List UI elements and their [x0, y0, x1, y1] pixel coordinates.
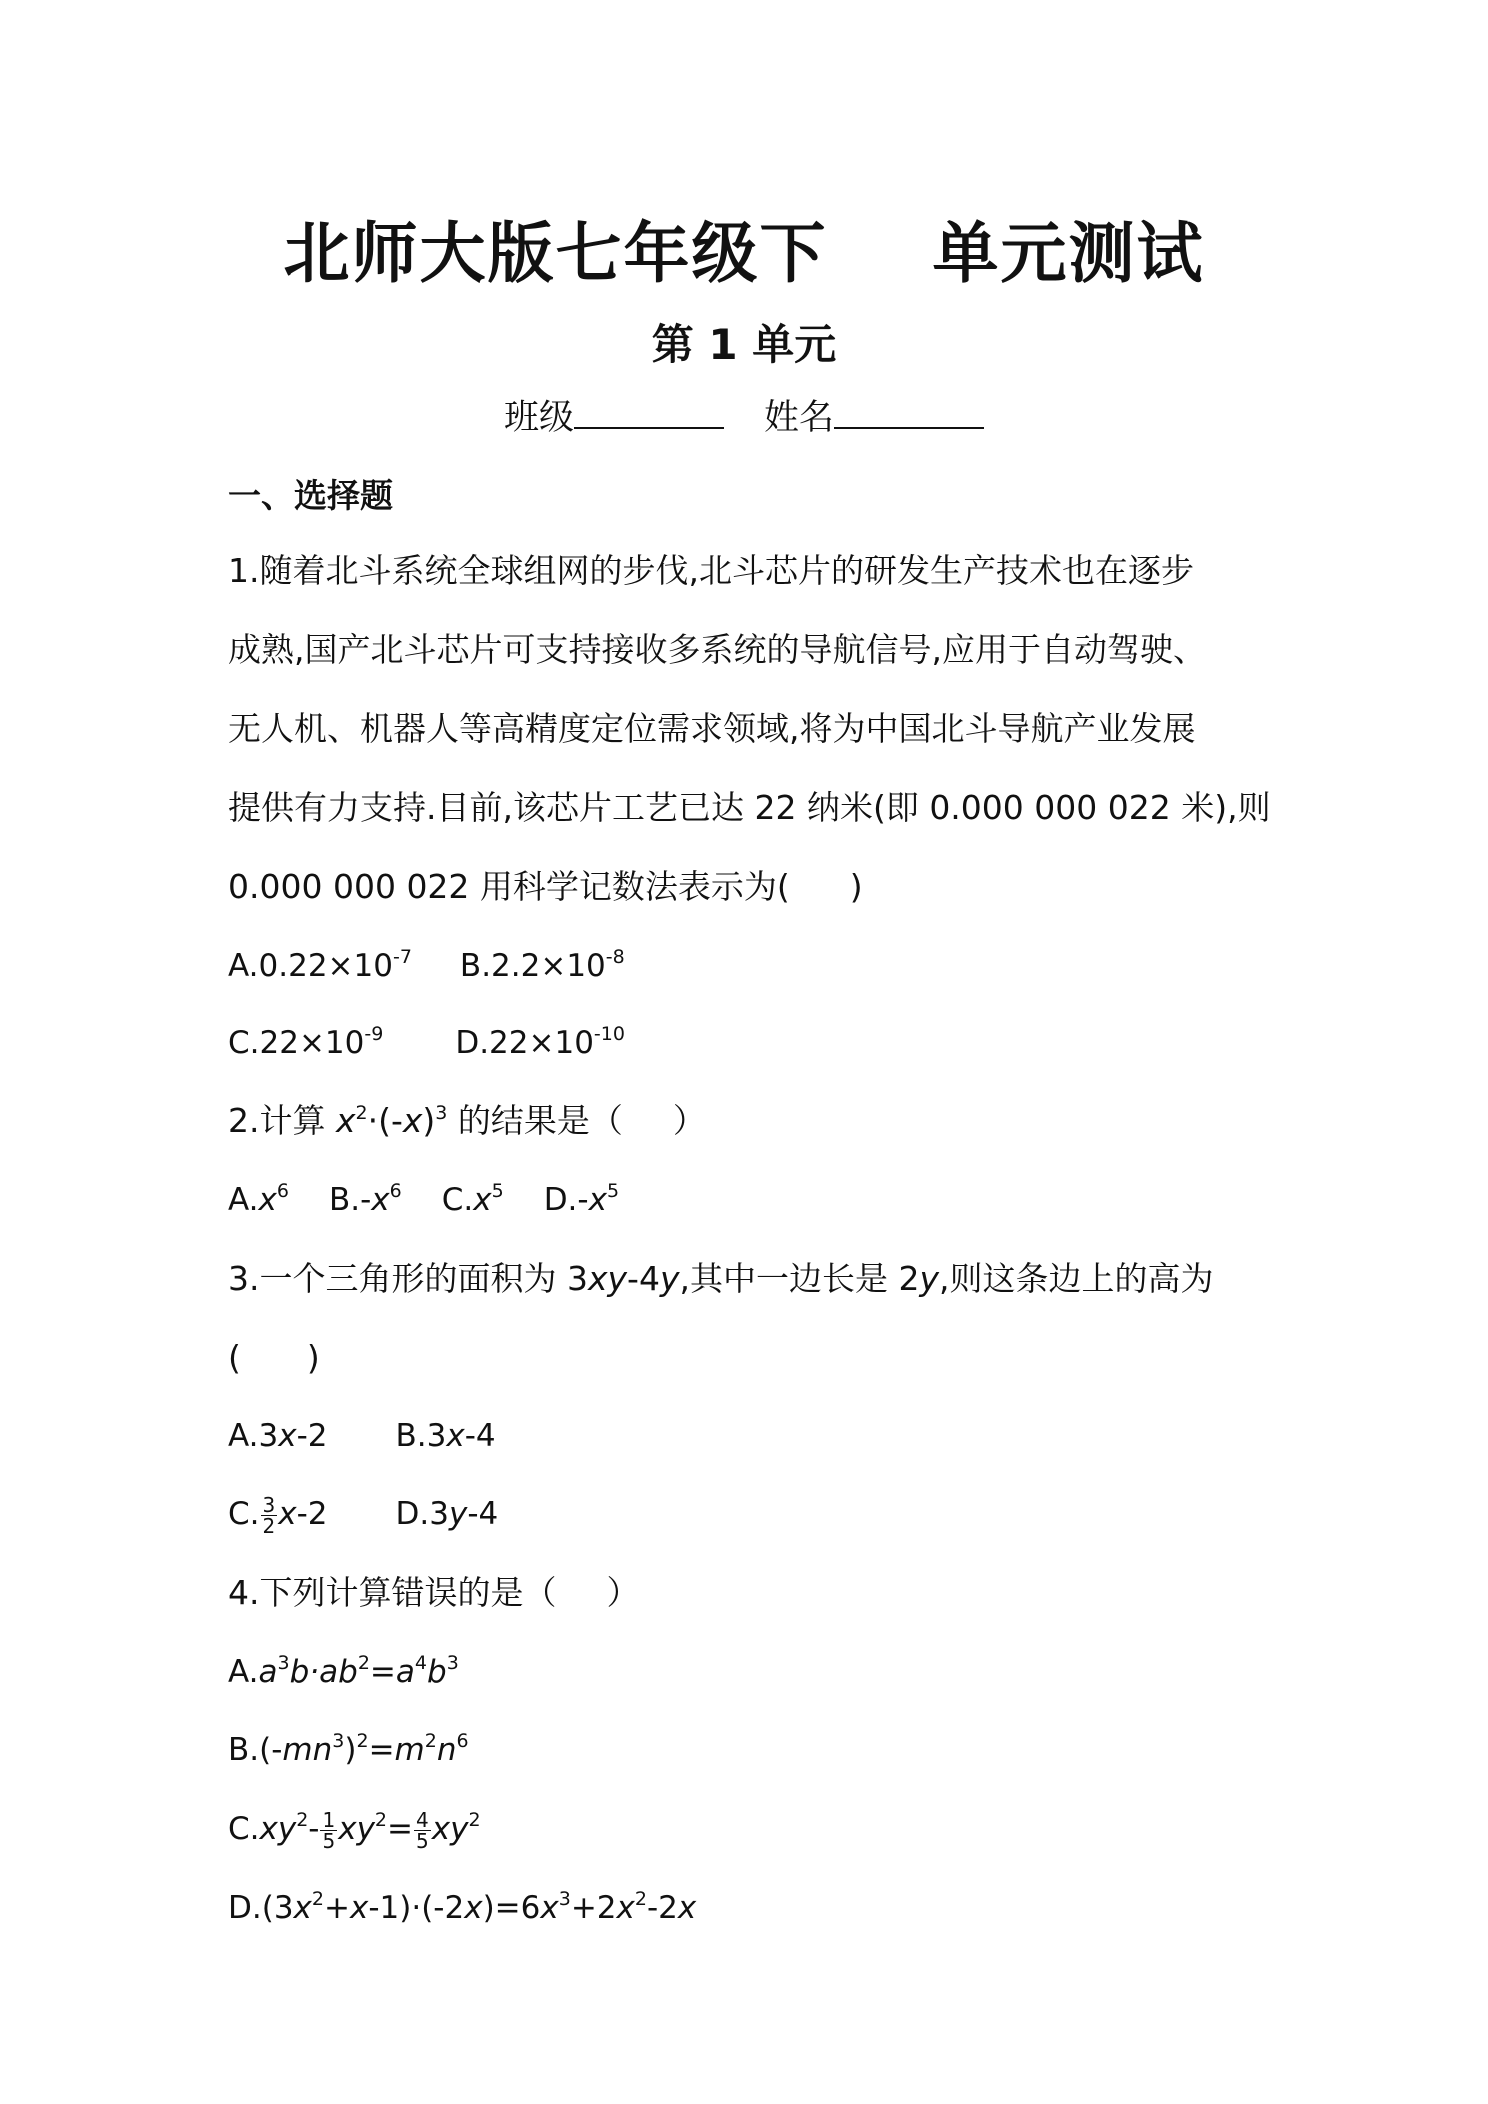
- q1-line-2: 成熟,国产北斗芯片可支持接收多系统的导航信号,应用于自动驾驶、: [228, 630, 1206, 669]
- q1-options-ab: [228, 943, 625, 989]
- q1-line-5-text: 0.000 000 022 用科学记数法表示为(: [228, 867, 790, 906]
- q2-stem: 2.计算 $x^2\cdot(-x)^3$ 的结果是（ ）: [228, 1101, 706, 1140]
- q1-options-cd: [228, 1020, 625, 1066]
- q3-stem: 3.一个三角形的面积为 3xy-4y,其中一边长是 2y,则这条边上的高为: [228, 1259, 1214, 1298]
- name-blank[interactable]: [834, 391, 984, 429]
- student-info-fields: [0, 390, 1488, 440]
- q1-line-1: 1.随着北斗系统全球组网的步伐,北斗芯片的研发生产技术也在逐步: [228, 551, 1194, 590]
- class-blank[interactable]: [574, 391, 724, 429]
- q2-option-d[interactable]: $D.-x^5$: [543, 1180, 620, 1218]
- q3-option-a[interactable]: A.3x-2: [228, 1418, 328, 1454]
- section-heading: 一、选择题: [228, 476, 393, 515]
- title-left: 北师大版七年级下: [283, 215, 828, 292]
- q3-options-ab: [228, 1413, 496, 1459]
- q3-answer-paren: ( ): [228, 1338, 320, 1377]
- q4-option-b[interactable]: $B.(-mn^3)^2=m^2n^6$: [228, 1730, 469, 1768]
- name-label: 姓名: [764, 398, 835, 438]
- page-title: [0, 200, 1488, 295]
- q1-close-paren: ): [849, 867, 863, 906]
- q1-option-d[interactable]: $D.22\times 10^{-10}$: [455, 1023, 625, 1061]
- q2-option-b[interactable]: $B.-x^6$: [328, 1180, 402, 1218]
- title-right: 单元测试: [932, 215, 1205, 292]
- q3-option-c[interactable]: C. $\frac{3}{2}$ x-2: [228, 1493, 328, 1538]
- q1-line-4: 提供有力支持.目前,该芯片工艺已达 22 纳米(即 0.000 000 022 米),则: [228, 788, 1271, 827]
- q3-option-b[interactable]: B.3x-4: [395, 1418, 496, 1454]
- q1-option-a[interactable]: $A.0.22\times 10^{-7}$: [228, 946, 412, 984]
- q4-option-a[interactable]: $A.a^3b\cdot ab^2=a^4b^3$: [228, 1652, 459, 1690]
- q2-option-c[interactable]: $C.x^5$: [441, 1180, 504, 1218]
- q3-options-cd: [228, 1491, 498, 1537]
- q1-line-3: 无人机、机器人等高精度定位需求领域,将为中国北斗导航产业发展: [228, 709, 1196, 748]
- fraction-three-halves: $\frac{3}{2}$: [262, 1493, 276, 1538]
- q4-stem: 4.下列计算错误的是（ ）: [228, 1573, 640, 1612]
- class-label: 班级: [503, 398, 574, 438]
- q1-option-b[interactable]: $B.2.2\times 10^{-8}$: [459, 946, 625, 984]
- fraction-one-fifth: $\frac{1}{5}$: [322, 1808, 336, 1853]
- fraction-four-fifths: $\frac{4}{5}$: [416, 1808, 429, 1853]
- q4-option-c[interactable]: $C.xy^2-$ $\frac{1}{5}$ $xy^2=$ $\frac{4}{5}$ $xy^2$: [228, 1808, 481, 1853]
- unit-subtitle: 第 1 单元: [651, 320, 837, 369]
- q1-option-c[interactable]: $C.22\times 10^{-9}$: [228, 1023, 384, 1061]
- q4-option-d[interactable]: $D.(3x^2+x-1)\cdot(-2x)=6x^3+2x^2-2x$: [228, 1888, 697, 1926]
- q2-options: [228, 1177, 619, 1223]
- q1-line-5: [228, 864, 863, 910]
- q2-option-a[interactable]: $A.x^6$: [228, 1180, 289, 1218]
- q3-option-d[interactable]: D.3y-4: [395, 1496, 499, 1532]
